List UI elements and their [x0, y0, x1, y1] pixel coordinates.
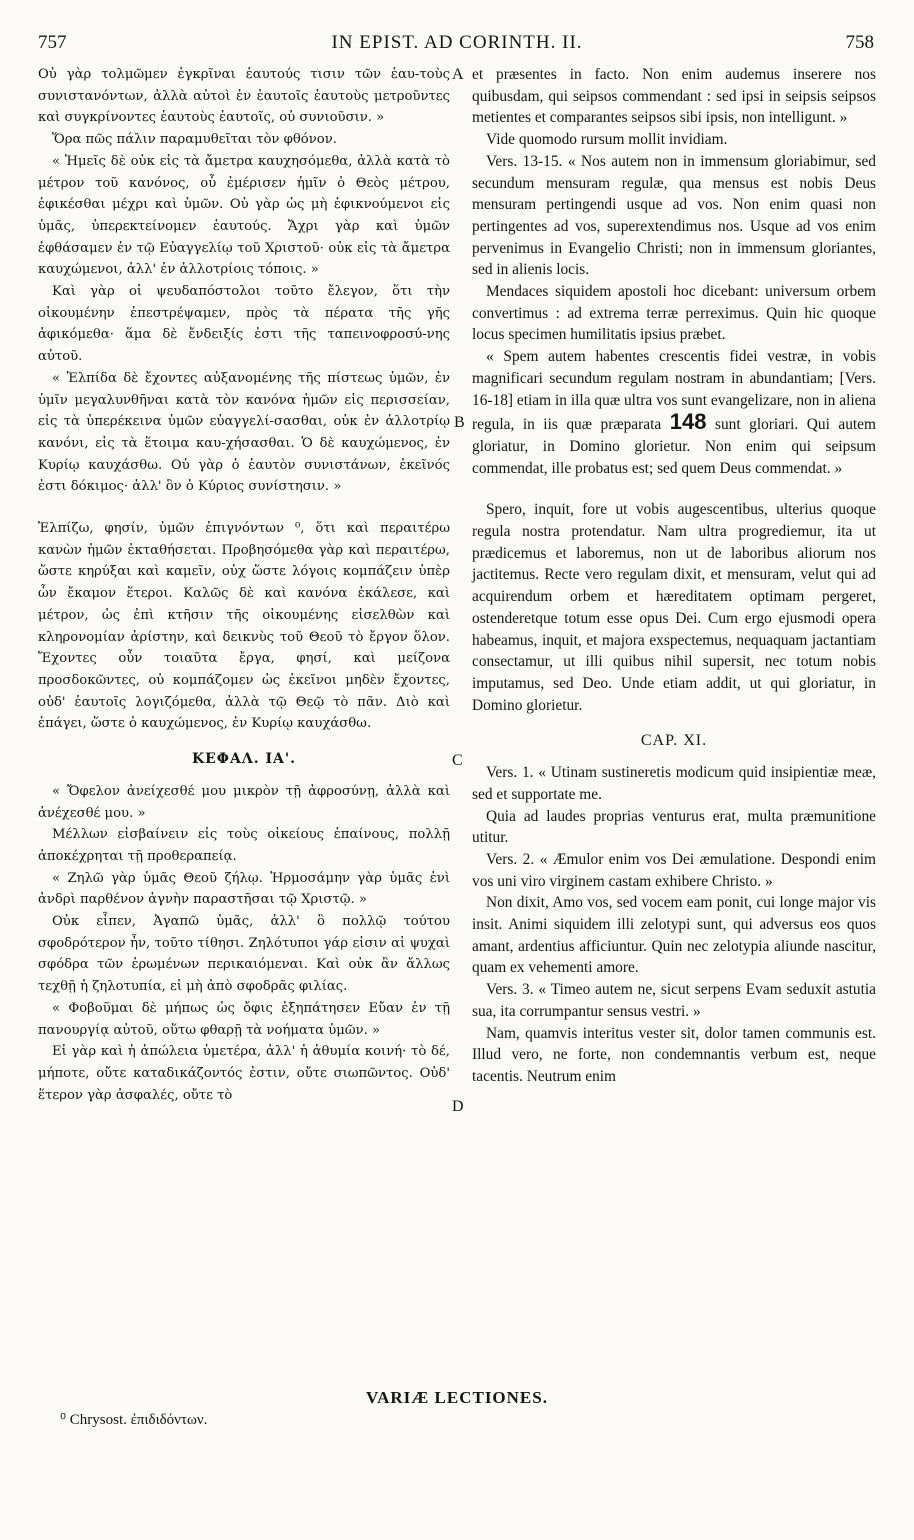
latin-paragraph: Mendaces siquidem apostoli hoc dicebant: universum orbem convertimus : ad extrema terræ perreximus. Quin hic quoque locus specimen humilitatis ipsius præbet.	[472, 283, 876, 344]
latin-text: sunt gloriari. Qui autem gloriatur, in Domino glorietur. Non enim qui seipsum commendat, ille probatus est; sed quem Deus commendat. »	[472, 416, 876, 477]
greek-paragraph: Οὐκ εἶπεν, Ἀγαπῶ ὑμᾶς, ἀλλ' ὃ πολλῷ τούτου σφοδρότερον ἦν, τοῦτο τίθησι. Ζηλότυποι γάρ εἰσιν αἱ ψυχαὶ σφόδρα τῶν ἐρωμένων περικαιόμεναι. Καὶ οὐκ ἂν ἄλλως τεχθῇ ἡ ζηλοτυπία, εἰ μὴ ἀπὸ σφοδρᾶς φιλίας.	[38, 914, 450, 995]
latin-chapter-heading: CAP. XI.	[640, 732, 708, 750]
column-number: 148	[669, 409, 707, 435]
latin-paragraph: et præsentes in facto. Non enim audemus inserere nos quibusdam, qui seipsos commendant : sed ipsi in seipsis seipsos metientes et comparantes seipsos sibi ipsis, non intelligunt. »	[472, 66, 876, 127]
greek-paragraph: Ἐλπίζω, φησίν, ὑμῶν ἐπιγνόντων ⁰, ὅτι καὶ περαιτέρω κανὼν ἡμῶν ἐκταθήσεται. Προβησόμεθα γὰρ καὶ περαιτέρω, ὥστε κηρύξαι καὶ καμεῖν, οὐχ ὥστε λόγοις κομπάζειν ὑπὲρ ὧν ἔκαμον ἕτεροι. Καλῶς δὲ καὶ κανόνα ἐκάλεσε, καὶ μέτρον, ὡς ἐπὶ κτῆσιν τῆς οἰκουμένης εἰσελθὼν καὶ κληρονομίαν ἀρίστην, καὶ δεικνὺς τοῦ Θεοῦ τὸ ἔργον ὅλον. Ἔχοντες οὖν τοιαῦτα ἔργα, φησί, καὶ μείζονα προσδοκῶντες, οὐ κομπάζομεν ὡς ἐκεῖνοι μηδὲν ἔχοντες, οὐδ' ἑαυτοῖς λογιζόμεθα, ἀλλὰ τῷ Θεῷ τὸ πᾶν. Διὸ καὶ ἐπάγει, ὥστε ὁ καυχώμενος, ἐν Κυρίῳ καυχάσθω.	[38, 521, 450, 732]
greek-paragraph: « Φοβοῦμαι δὲ μήπως ὡς ὄφις ἐξηπάτησεν Εὔαν ἐν τῇ πανουργίᾳ αὐτοῦ, οὕτω φθαρῇ τὰ νοήματα ὑμῶν. »	[38, 1000, 450, 1038]
greek-paragraph: « Ζηλῶ γὰρ ὑμᾶς Θεοῦ ζήλῳ. Ἡρμοσάμην γὰρ ὑμᾶς ἑνὶ ἀνδρὶ παρθένον ἁγνὴν παραστῆσαι τῷ Χριστῷ. »	[38, 870, 450, 908]
margin-letter-a: A	[452, 66, 464, 83]
latin-paragraph: Vers. 1. « Utinam sustineretis modicum quid insipientiæ meæ, sed et supportate me.	[472, 764, 876, 803]
latin-paragraph: Vers. 3. « Timeo autem ne, sicut serpens Evam seduxit astutia sua, ita corrumpantur sensus vestri. »	[472, 981, 876, 1020]
greek-paragraph: Καὶ γὰρ οἱ ψευδαπόστολοι τοῦτο ἔλεγον, ὅτι τὴν οἰκουμένην ἐπεστρέψαμεν, πρὸς τὰ πέρατα τῆς γῆς ἀφικόμεθα· ἅμα δὲ ἔνδειξίς ἐστι τῆς ταπεινοφροσύ-νης αὐτοῦ.	[38, 284, 450, 365]
latin-paragraph: Vers. 2. « Æmulor enim vos Dei æmulatione. Despondi enim vos uni viro virginem castam exhibere Christo. »	[472, 850, 876, 890]
greek-paragraph: Εἰ γὰρ καὶ ἡ ἀπώλεια ὑμετέρα, ἀλλ' ἡ ἀθυμία κοινή· τὸ δέ, μήποτε, οὔτε καταδικάζοντός ἐστιν, οὔτε σιωπῶντος. Οὐδ' ἕτερον γὰρ ἀσφαλές, οὔτε τὸ	[38, 1044, 450, 1103]
latin-column	[472, 64, 876, 1088]
latin-paragraph	[472, 346, 876, 479]
latin-paragraph: Quia ad laudes proprias venturus erat, multa præmunitione utitur.	[472, 807, 876, 847]
greek-paragraph: Μέλλων εἰσβαίνειν εἰς τοὺς οἰκείους ἐπαίνους, πολλῇ ἀποκέχρηται τῇ προθεραπείᾳ.	[38, 827, 450, 864]
footnote: ⁰ Chrysost. ἐπιδιδόντων.	[60, 1412, 208, 1428]
page-number-right: 758	[845, 32, 874, 53]
greek-paragraph: Οὐ γὰρ τολμῶμεν ἐγκρῖναι ἑαυτούς τισιν τῶν ἑαυ-τοὺς συνιστανόντων, ἀλλὰ αὐτοὶ ἐν ἑαυτοῖς ἑαυτοὺς μετροῦντες καὶ συγκρίνοντες ἑαυτοὺς ἑαυτοῖς, οὐ συνιοῦσιν. »	[38, 67, 450, 126]
latin-text: « Spem autem habentes crescentis fidei vestræ, in vobis magnificari secundum regulam nostram in abundantiam; [Vers. 16-18] etiam in illa quæ ultra vos sunt evangelizare, non in aliena regula, in iis quæ præparata	[472, 348, 876, 434]
page-number-left: 757	[38, 32, 67, 53]
greek-column	[38, 64, 450, 1106]
greek-paragraph: « Ἡμεῖς δὲ οὐκ εἰς τὰ ἄμετρα καυχησόμεθα, ἀλλὰ κατὰ τὸ μέτρον τοῦ κανόνος, οὗ ἐμέρισεν ἡμῖν ὁ Θεὸς μέτρου, ἐφικέσθαι μέχρι καὶ ὑμῶν. Οὐ γὰρ ὡς μὴ ἐφικνούμενοι εἰς ὑμᾶς, ὑπερεκτείνομεν ἑαυτούς. Ἄχρι γὰρ καὶ ὑμῶν ἐφθάσαμεν ἐν τῷ Εὐαγγελίῳ τοῦ Χριστοῦ· οὐκ εἰς τὰ ἄμετρα καυχώμενοι, ἀλλ' ἐν ἀλλοτρίοις τόποις. »	[38, 153, 450, 278]
latin-paragraph: Vide quomodo rursum mollit invidiam.	[486, 131, 728, 149]
running-header	[0, 32, 914, 62]
margin-letter-c: C	[452, 752, 463, 769]
latin-paragraph: Spero, inquit, fore ut vobis augescentibus, ulterius quoque regula nostra protendatur. Nam ultra progrediemur, ita ut prædicemus et laboremus, non ut de laboribus aliorum nos jactitemus. Recte vero regulam dixit, et mensuram, velut qui ad acquirendum orbem et hæreditatem optimam pergeret, ostenderetque totum esse opus Dei. Cum ergo ejusmodi opera habeamus, inquit, et majora exspectemus, nequaquam jactantiam consectamur, ut illi quibus nihil supersit, nec totum nobis imputamus, sed Deo. Unde etiam addit, ut qui gloriatur, in Domino glorietur.	[472, 501, 876, 714]
latin-paragraph: Non dixit, Amo vos, sed vocem eam ponit, cui longe major vis insit. Animi siquidem illi zelotypi sunt, qui adversus eos quos amant, ardentius afficiuntur. Quin nec zelotypia aliunde nascitur, quam ex vehementi amore.	[472, 894, 876, 977]
margin-letter-d: D	[452, 1098, 464, 1115]
variae-lectiones-heading: VARIÆ LECTIONES.	[366, 1388, 548, 1407]
margin-letter-b: B	[454, 414, 465, 431]
greek-paragraph: « Ἐλπίδα δὲ ἔχοντες αὐξανομένης τῆς πίστεως ὑμῶν, ἐν ὑμῖν μεγαλυνθῆναι κατὰ τὸν κανόνα ἡμῶν εἰς περισσείαν, εἰς τὰ ὑπερέκεινα ὑμῶν εὐαγγελί-σασθαι, οὐκ ἐν ἀλλοτρίῳ κανόνι, εἰς τὰ ἕτοιμα καυ-χήσασθαι. Ὁ δὲ καυχώμενος, ἐν Κυρίῳ καυχάσθω. Οὐ γὰρ ὁ ἑαυτὸν συνιστάνων, ἐκεῖνός ἐστι δόκιμος· ἀλλ' ὃν ὁ Κύριος συνίστησιν. »	[38, 370, 450, 495]
latin-paragraph: Vers. 13-15. « Nos autem non in immensum gloriabimur, sed secundum mensuram regulæ, qua mensus est nobis Deus mensuram pertingendi usque ad vos. Non enim quasi non pertingentes ad vos, superextendimus nos. Usque ad vos enim pervenimus in Evangelio Christi; non in immensum gloriantes, sed in alienis locis.	[472, 152, 876, 279]
latin-paragraph: Nam, quamvis interitus vester sit, dolor tamen communis est. Illud vero, ne forte, non condemnantis verbum est, neque tacentis. Neutrum enim	[472, 1024, 876, 1085]
greek-paragraph: « Ὄφελον ἀνείχεσθέ μου μικρὸν τῇ ἀφροσύνῃ, ἀλλὰ καὶ ἀνέχεσθέ μου. »	[38, 783, 450, 821]
greek-paragraph: Ὅρα πῶς πάλιν παραμυθεῖται τὸν φθόνον.	[52, 132, 337, 148]
running-title: IN EPIST. AD CORINTH. II.	[331, 32, 583, 53]
greek-chapter-heading: ΚΕΦΑΛ. ΙΑ'.	[191, 751, 297, 768]
